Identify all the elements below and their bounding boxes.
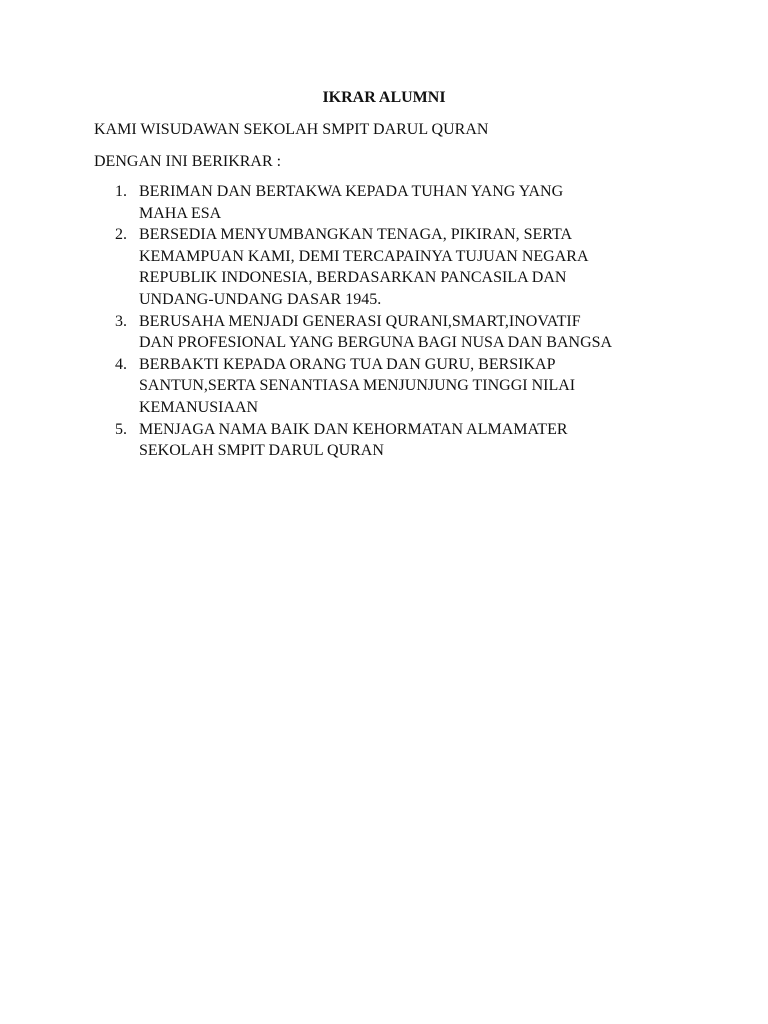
intro-line-graduates: KAMI WISUDAWAN SEKOLAH SMPIT DARUL QURAN [94,121,489,138]
pledge-text [139,419,768,462]
pledge-item-4 [0,354,768,419]
pledge-text [139,181,768,224]
pledge-text [139,311,768,354]
pledge-text-line: DAN PROFESIONAL YANG BERGUNA BAGI NUSA DAN BANGSA [139,334,613,352]
pledge-number: 1. [115,183,127,200]
pledge-text [139,224,768,310]
pledge-item-2 [0,224,768,310]
pledge-text-line: SEKOLAH SMPIT DARUL QURAN [139,442,384,460]
document-title: IKRAR ALUMNI [322,89,446,106]
pledge-text-line: MAHA ESA [139,204,222,222]
pledge-text-line: SANTUN,SERTA SENANTIASA MENJUNJUNG TINGGI NILAI [139,377,576,395]
pledge-text-line: BERUSAHA MENJADI GENERASI QURANI,SMART,INOVATIF [139,312,581,330]
pledge-text-line: REPUBLIK INDONESIA, BERDASARKAN PANCASILA DAN [139,269,567,287]
pledge-number: 3. [115,312,127,330]
pledge-text-line: BERIMAN DAN BERTAKWA KEPADA TUHAN YANG YANG [139,183,564,200]
pledge-text-line: KEMAMPUAN KAMI, DEMI TERCAPAINYA TUJUAN NEGARA [139,247,589,265]
pledge-item-1 [0,181,768,224]
intro-line-pledge-statement: DENGAN INI BERIKRAR : [94,153,282,170]
pledge-text [139,354,768,419]
pledge-text-line: UNDANG-UNDANG DASAR 1945. [139,290,382,308]
pledge-text-line: BERBAKTI KEPADA ORANG TUA DAN GURU, BERSIKAP [139,355,556,373]
pledge-number: 5. [115,420,127,438]
pledge-number: 2. [115,226,127,244]
pledge-item-5 [0,419,768,462]
pledge-text-line: BERSEDIA MENYUMBANGKAN TENAGA, PIKIRAN, SERTA [139,226,573,244]
pledge-text-line: KEMANUSIAAN [139,398,259,416]
pledge-list [0,181,768,462]
pledge-number: 4. [115,355,127,373]
pledge-item-3 [0,311,768,354]
pledge-text-line: MENJAGA NAMA BAIK DAN KEHORMATAN ALMAMATER [139,420,568,438]
